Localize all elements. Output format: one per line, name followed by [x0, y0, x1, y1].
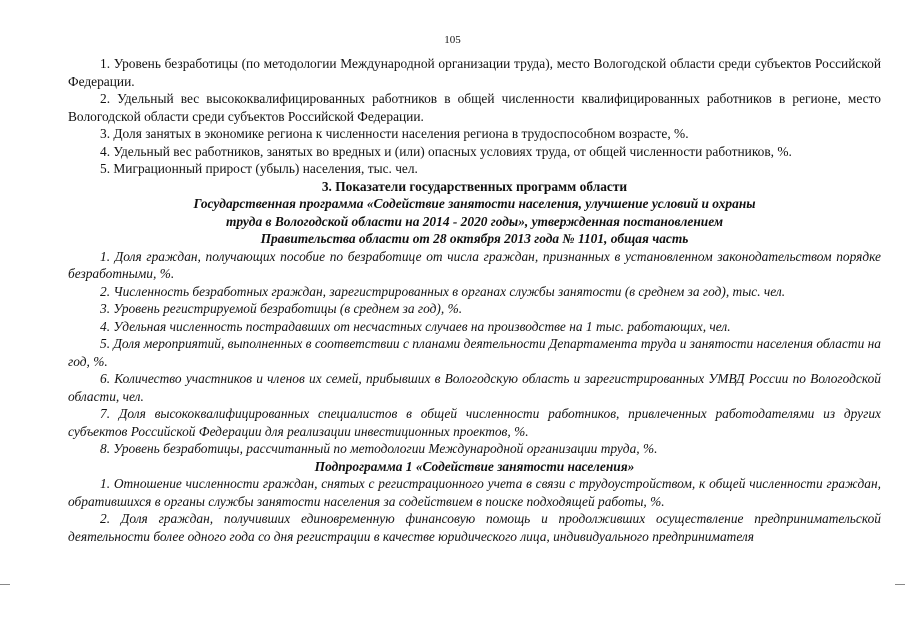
program-heading-line-1: Государственная программа «Содействие занятости населения, улучшение условий и охраны — [193, 196, 756, 211]
regional-indicator-3: 3. Доля занятых в экономике региона к численности населения региона в трудоспособном возрасте, %. — [100, 126, 689, 141]
regional-indicator-1: 1. Уровень безработицы (по методологии Международной организации труда), место Вологодской области среди субъектов Российской Федерации. — [68, 56, 881, 89]
page-number: 105 — [444, 34, 461, 46]
program-heading-line-3: Правительства области от 28 октября 2013 года № 1101, общая часть — [260, 231, 689, 246]
subprogram-heading: Подпрограмма 1 «Содействие занятости населения» — [314, 458, 635, 474]
regional-indicator-2: 2. Удельный вес высококвалифицированных работников в общей численности квалифицированных работников в регионе, место Вологодской области среди субъектов Российской Федерации. — [68, 91, 881, 124]
program-indicator-5: 5. Доля мероприятий, выполненных в соответствии с планами деятельности Департамента труда и занятости населения области на год, %. — [68, 336, 881, 369]
program-indicator-4: 4. Удельная численность пострадавших от несчастных случаев на производстве на 1 тыс. работающих, чел. — [100, 318, 731, 334]
program-indicator-1: 1. Доля граждан, получающих пособие по безработице от числа граждан, признанных в установленном законодательством порядке безработными, %. — [68, 248, 881, 281]
right-scan-mark — [895, 584, 905, 585]
subprogram-indicator-1: 1. Отношение численности граждан, снятых с регистрационного учета в связи с трудоустройством, к общей численности граждан, обратившихся в органы службы занятости населения за содействием в поиске подходящей работы, %. — [68, 476, 881, 509]
program-indicator-8: 8. Уровень безработицы, рассчитанный по методологии Международной организации труда, %. — [100, 441, 658, 456]
page-content — [68, 55, 881, 545]
subprogram-indicator-2: 2. Доля граждан, получивших единовременную финансовую помощь и продолживших осуществление предпринимательской деятельности более одного года со дня регистрации в качестве юридического лица, индивидуального предпринимателя — [68, 511, 881, 544]
left-scan-mark — [0, 584, 10, 585]
section-heading: 3. Показатели государственных программ области — [321, 178, 628, 194]
program-indicator-6: 6. Количество участников и членов их семей, прибывших в Вологодскую область и зарегистрированных УМВД России по Вологодской области, чел. — [68, 371, 881, 404]
regional-indicator-5: 5. Миграционный прирост (убыль) населения, тыс. чел. — [100, 161, 418, 176]
program-indicator-2: 2. Численность безработных граждан, зарегистрированных в органах службы занятости (в среднем за год), тыс. чел. — [100, 283, 786, 299]
program-indicator-7: 7. Доля высококвалифицированных специалистов в общей численности работников, привлеченных работодателями из других субъектов Российской Федерации для реализации инвестиционных проектов, %. — [68, 406, 881, 439]
regional-indicator-4: 4. Удельный вес работников, занятых во вредных и (или) опасных условиях труда, от общей численности работников, %. — [100, 143, 792, 159]
program-heading-line-2: труда в Вологодской области на 2014 - 2020 годы», утвержденная постановлением — [225, 213, 724, 229]
program-indicator-3: 3. Уровень регистрируемой безработицы (в среднем за год), %. — [100, 301, 463, 316]
